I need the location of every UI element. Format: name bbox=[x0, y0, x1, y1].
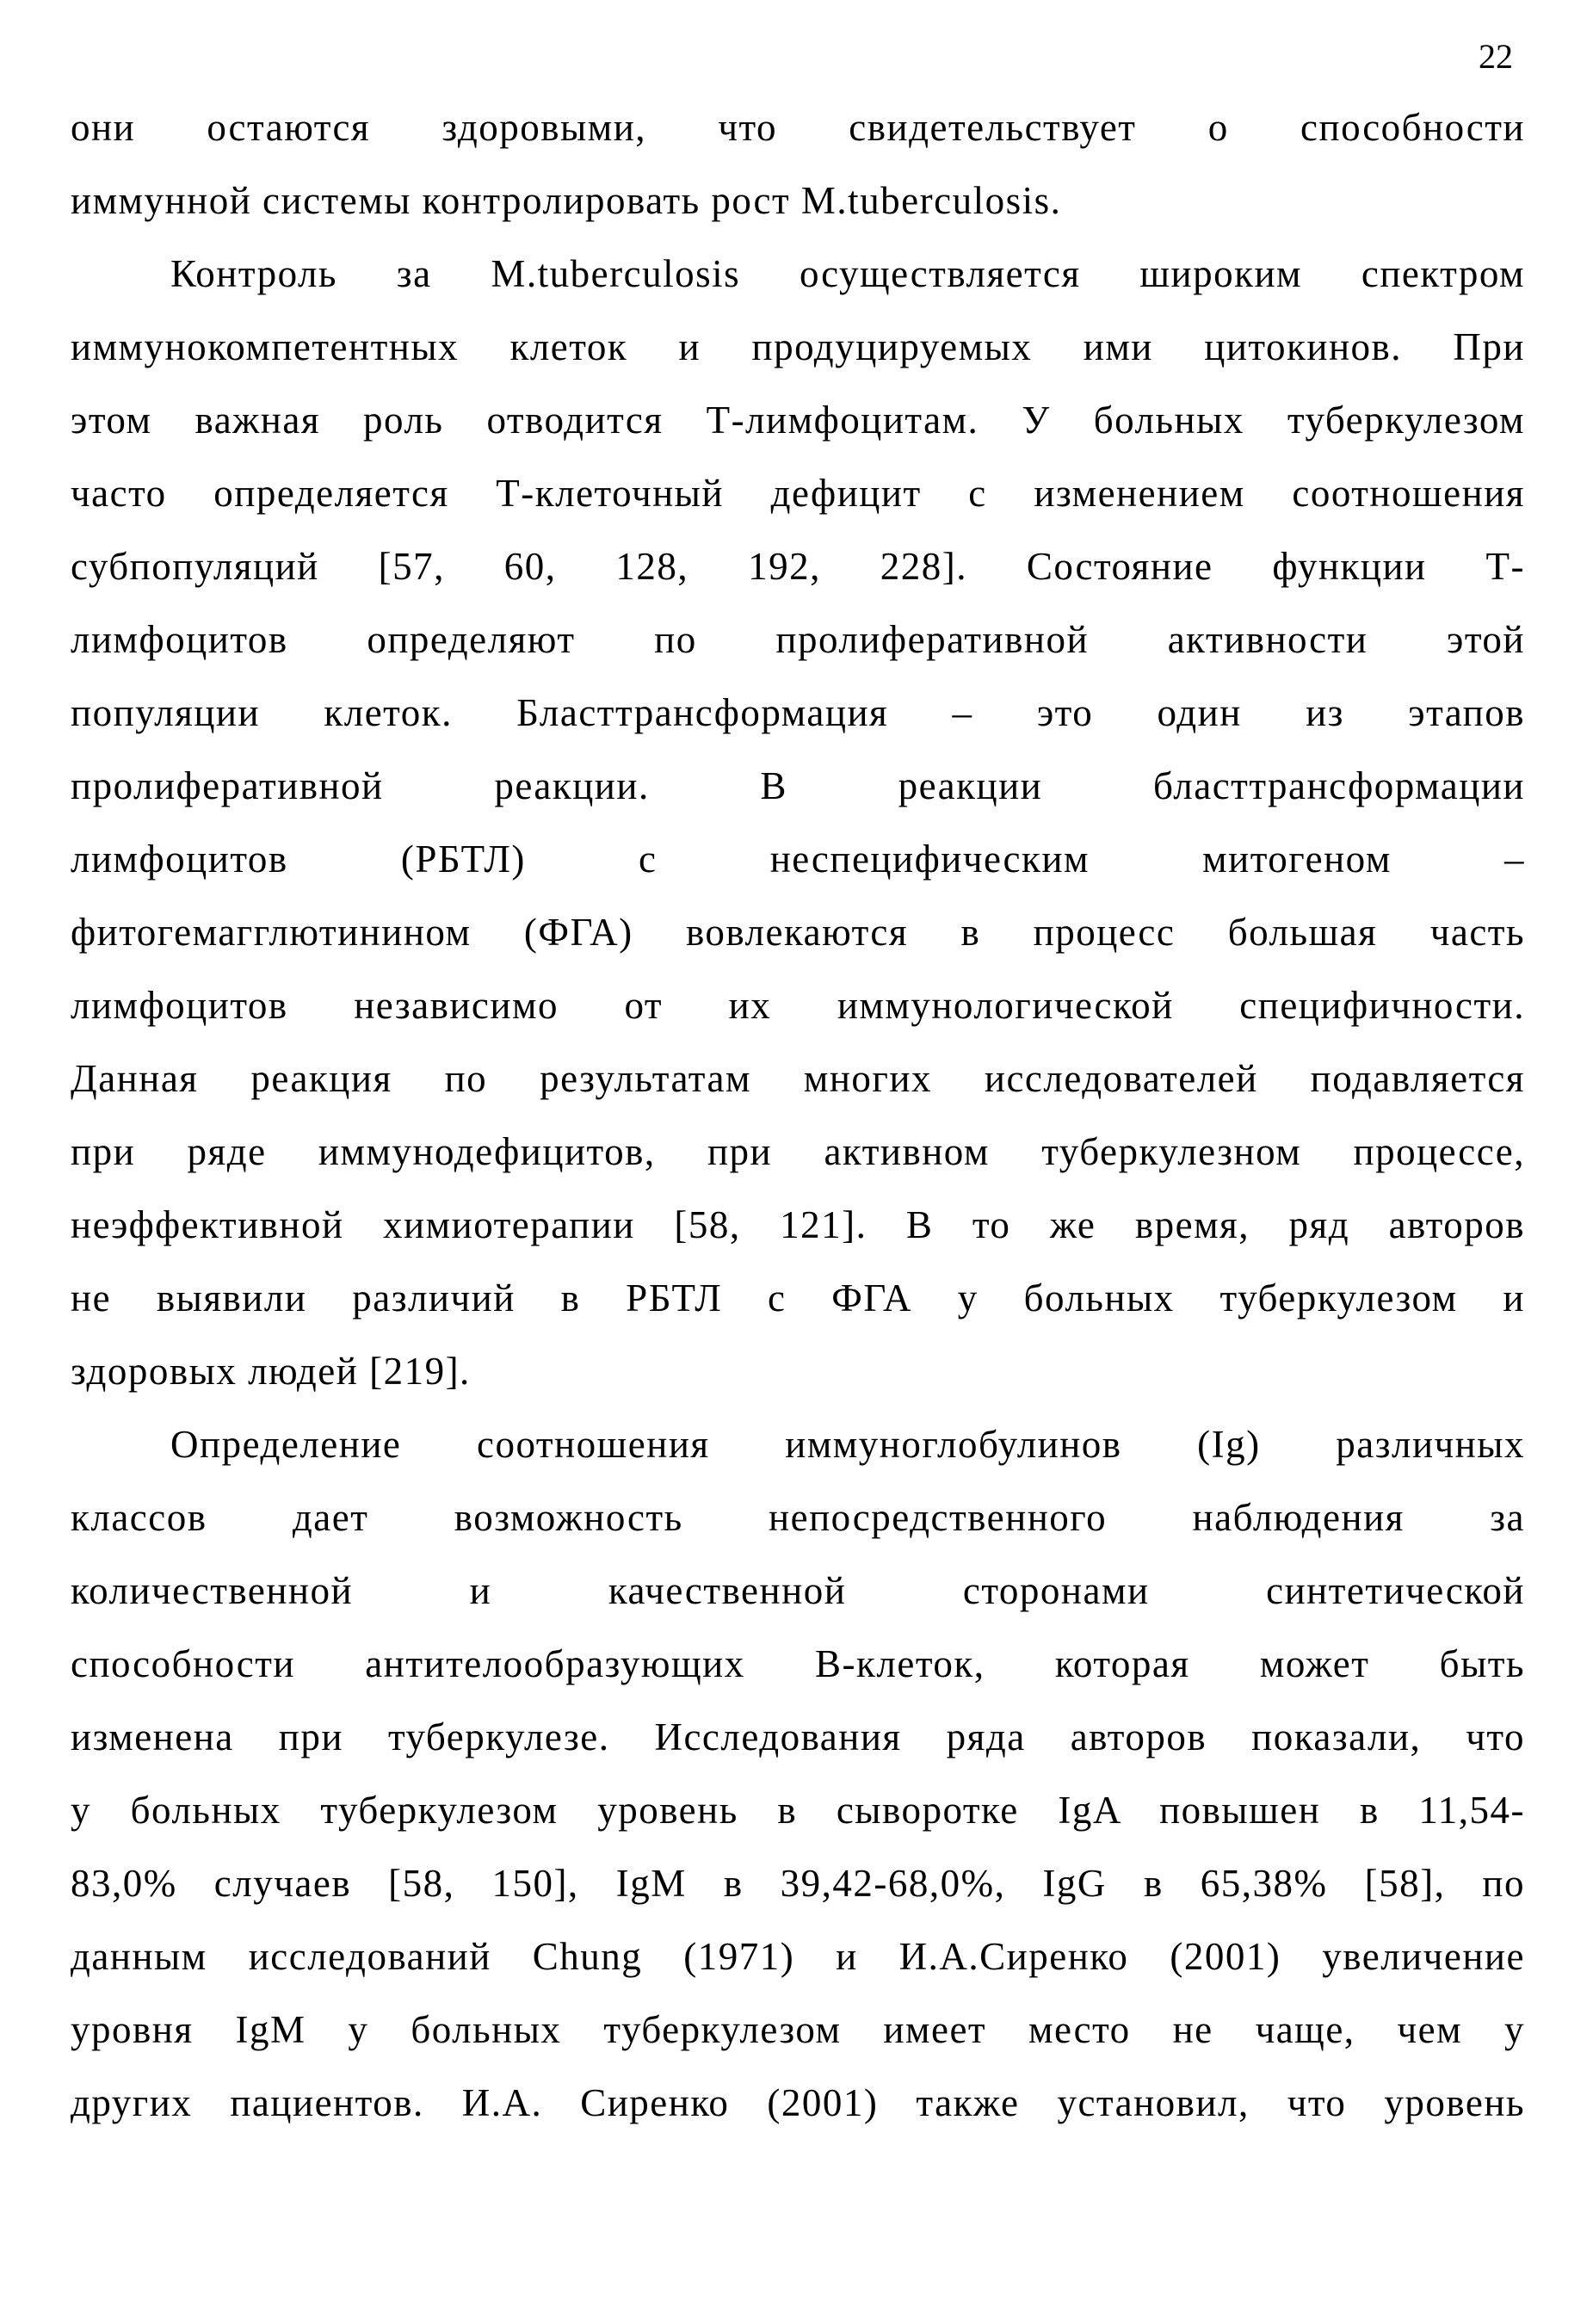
text-line: других пациентов. И.А. Сиренко (2001) также установил, что уровень bbox=[71, 2081, 1525, 2124]
text-line: изменена при туберкулезе. Исследования ряда авторов показали, что bbox=[71, 1715, 1525, 1758]
text-line: данным исследований Chung (1971) и И.А.Сиренко (2001) увеличение bbox=[71, 1935, 1525, 1978]
text-line: Контроль за M.tuberculosis осуществляется широким спектром bbox=[170, 252, 1525, 295]
text-line: лимфоцитов определяют по пролиферативной активности этой bbox=[71, 618, 1525, 661]
text-line: неэффективной химиотерапии [58, 121]. В то же время, ряд авторов bbox=[71, 1203, 1525, 1246]
text-line: иммунокомпетентных клеток и продуцируемых ими цитокинов. При bbox=[71, 325, 1525, 368]
text-line: они остаются здоровыми, что свидетельствует о способности bbox=[71, 106, 1525, 149]
text-line: при ряде иммунодефицитов, при активном туберкулезном процессе, bbox=[71, 1130, 1525, 1173]
text-line: пролиферативной реакции. В реакции бласттрансформации bbox=[71, 764, 1525, 807]
text-line: иммунной системы контролировать рост M.tuberculosis. bbox=[71, 179, 1062, 222]
text-line: Данная реакция по результатам многих исследователей подавляется bbox=[71, 1057, 1525, 1100]
text-line: лимфоцитов независимо от их иммунологической специфичности. bbox=[71, 984, 1525, 1027]
text-line: количественной и качественной сторонами синтетической bbox=[71, 1569, 1525, 1612]
text-line: лимфоцитов (РБТЛ) с неспецифическим митогеном – bbox=[71, 838, 1525, 881]
text-line: 83,0% случаев [58, 150], IgM в 39,42-68,0%, IgG в 65,38% [58], по bbox=[71, 1862, 1525, 1905]
text-line: классов дает возможность непосредственного наблюдения за bbox=[71, 1496, 1525, 1539]
paragraph-2 bbox=[71, 238, 1525, 1408]
text-line: здоровых людей [219]. bbox=[71, 1350, 471, 1393]
text-line: уровня IgM у больных туберкулезом имеет место не чаще, чем у bbox=[71, 2008, 1525, 2051]
text-line: у больных туберкулезом уровень в сыворотке IgA повышен в 11,54- bbox=[71, 1789, 1525, 1832]
text-line: часто определяется Т-клеточный дефицит с изменением соотношения bbox=[71, 472, 1525, 515]
body-text bbox=[71, 91, 1525, 2140]
page-number: 22 bbox=[1479, 37, 1513, 76]
text-line: не выявили различий в РБТЛ с ФГА у больных туберкулезом и bbox=[71, 1276, 1525, 1320]
text-line: субпопуляций [57, 60, 128, 192, 228]. Состояние функции Т- bbox=[71, 545, 1525, 588]
paragraph-1 bbox=[71, 91, 1525, 238]
text-line: популяции клеток. Бласттрансформация – это один из этапов bbox=[71, 691, 1525, 734]
text-line: этом важная роль отводится Т-лимфоцитам. У больных туберкулезом bbox=[71, 399, 1525, 442]
text-line: способности антителообразующих В-клеток, которая может быть bbox=[71, 1642, 1525, 1685]
text-line: фитогемагглютинином (ФГА) вовлекаются в процесс большая часть bbox=[71, 911, 1525, 954]
text-line: Определение соотношения иммуноглобулинов (Ig) различных bbox=[170, 1423, 1525, 1466]
paragraph-3 bbox=[71, 1408, 1525, 2140]
